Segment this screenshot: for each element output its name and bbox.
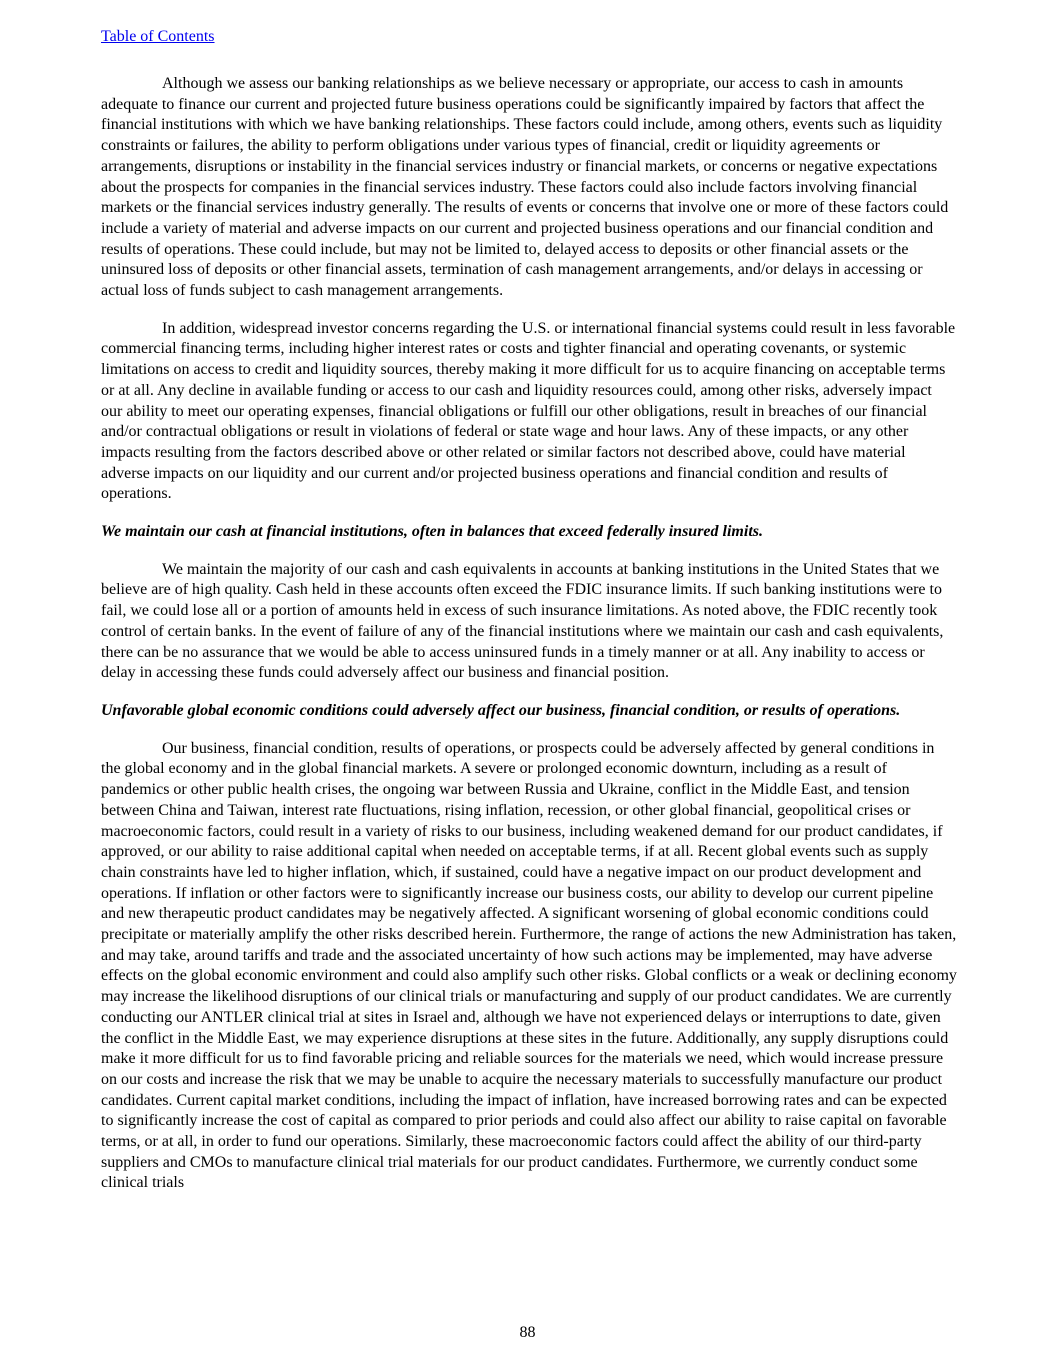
risk-heading-cash-insured-limits: We maintain our cash at financial institutions, often in balances that exceed federally insured limits. bbox=[101, 523, 763, 541]
document-body bbox=[101, 74, 957, 1211]
table-of-contents-link[interactable]: Table of Contents bbox=[101, 28, 215, 45]
risk-heading-global-economic-conditions: Unfavorable global economic conditions could adversely affect our business, financial condition, or results of operations. bbox=[101, 701, 901, 719]
paragraph-banking-relationships: Although we assess our banking relationships as we believe necessary or appropriate, our access to cash in amounts adequate to finance our current and projected future business operations could be significantly impaired by factors that affect the financial institutions with which we have banking relationships. These factors could include, among others, events such as liquidity constraints or failures, the ability to perform obligations under various types of financial, credit or liquidity agreements or arrangements, disruptions or instability in the financial services industry or financial markets, or concerns or negative expectations about the prospects for companies in the financial services industry. These factors could also include factors involving financial markets or the financial services industry generally. The results of events or concerns that involve one or more of these factors could include a variety of material and adverse impacts on our current and projected business operations and our financial condition and results of operations. These could include, but may not be limited to, delayed access to deposits or other financial assets or the uninsured loss of deposits or other financial assets, termination of cash management arrangements, and/or delays in accessing or actual loss of funds subject to cash management arrangements. bbox=[101, 75, 949, 300]
paragraph-cash-equivalents: We maintain the majority of our cash and cash equivalents in accounts at banking institutions in the United States that we believe are of high quality. Cash held in these accounts often exceed the FDIC insurance limits. If such banking institutions were to fail, we could lose all or a portion of amounts held in excess of such insurance limitations. As noted above, the FDIC recently took control of certain banks. In the event of failure of any of the financial institutions where we maintain our cash and cash equivalents, there can be no assurance that we would be able to access uninsured funds in a timely manner or at all. Any inability to access or delay in accessing these funds could adversely affect our business and financial position. bbox=[101, 560, 944, 682]
page-number: 88 bbox=[519, 1324, 536, 1341]
paragraph-global-economy: Our business, financial condition, results of operations, or prospects could be adversely affected by general conditions in the global economy and in the global financial markets. A severe or prolonged economic downturn, including as a result of pandemics or other public health crises, the ongoing war between Russia and Ukraine, conflict in the Middle East, and tension between China and Taiwan, interest rate fluctuations, rising inflation, recession, or other global financial, geopolitical crises or macroeconomic factors, could result in a variety of risks to our business, including weakened demand for our product candidates, if approved, or our ability to raise additional capital when needed on acceptable terms, if at all. Recent global events such as supply chain constraints have led to higher inflation, which, if sustained, could have a negative impact on our product development and operations. If inflation or other factors were to significantly increase our business costs, our ability to develop our current pipeline and new therapeutic product candidates may be negatively affected. A significant worsening of global economic conditions could precipitate or materially amplify the other risks described herein. Furthermore, the range of actions the new Administration has taken, and may take, around tariffs and trade and the associated uncertainty of how such actions may be implemented, may have adverse effects on the global economic environment and could also amplify such other risks. Global conflicts or a weak or declining economy may increase the likelihood disruptions of our clinical trials or manufacturing and supply of our product candidates. We are currently conducting our ANTLER clinical trial at sites in Israel and, although we have not experienced delays or interruptions to date, given the conflict in the Middle East, we may experience disruptions at these sites in the future. Additionally, any supply disruptions could make it more difficult for us to find favorable pricing and reliable sources for the materials we need, which would increase pressure on our costs and increase the risk that we may be unable to acquire the necessary materials to successfully manufacture our product candidates. Current capital market conditions, including the impact of inflation, have increased borrowing rates and can be expected to significantly increase the cost of capital as compared to prior periods and could also affect our ability to raise capital on favorable terms, or at all, in order to fund our operations. Similarly, these macroeconomic factors could affect the ability of our third-party suppliers and CMOs to manufacture clinical trial materials for our product candidates. Furthermore, we currently conduct some clinical trials bbox=[101, 739, 957, 1192]
paragraph-investor-concerns: In addition, widespread investor concerns regarding the U.S. or international financial systems could result in less favorable commercial financing terms, including higher interest rates or costs and tighter financial and operating covenants, or systemic limitations on access to credit and liquidity sources, thereby making it more difficult for us to acquire financing on acceptable terms or at all. Any decline in available funding or access to our cash and liquidity resources could, among other risks, adversely impact our ability to meet our operating expenses, financial obligations or fulfill our other obligations, result in breaches of our financial and/or contractual obligations or result in violations of federal or state wage and hour laws. Any of these impacts, or any other impacts resulting from the factors described above or other related or similar factors not described above, could have material adverse impacts on our liquidity and our current and/or projected business operations and financial condition and results of operations. bbox=[101, 319, 956, 503]
